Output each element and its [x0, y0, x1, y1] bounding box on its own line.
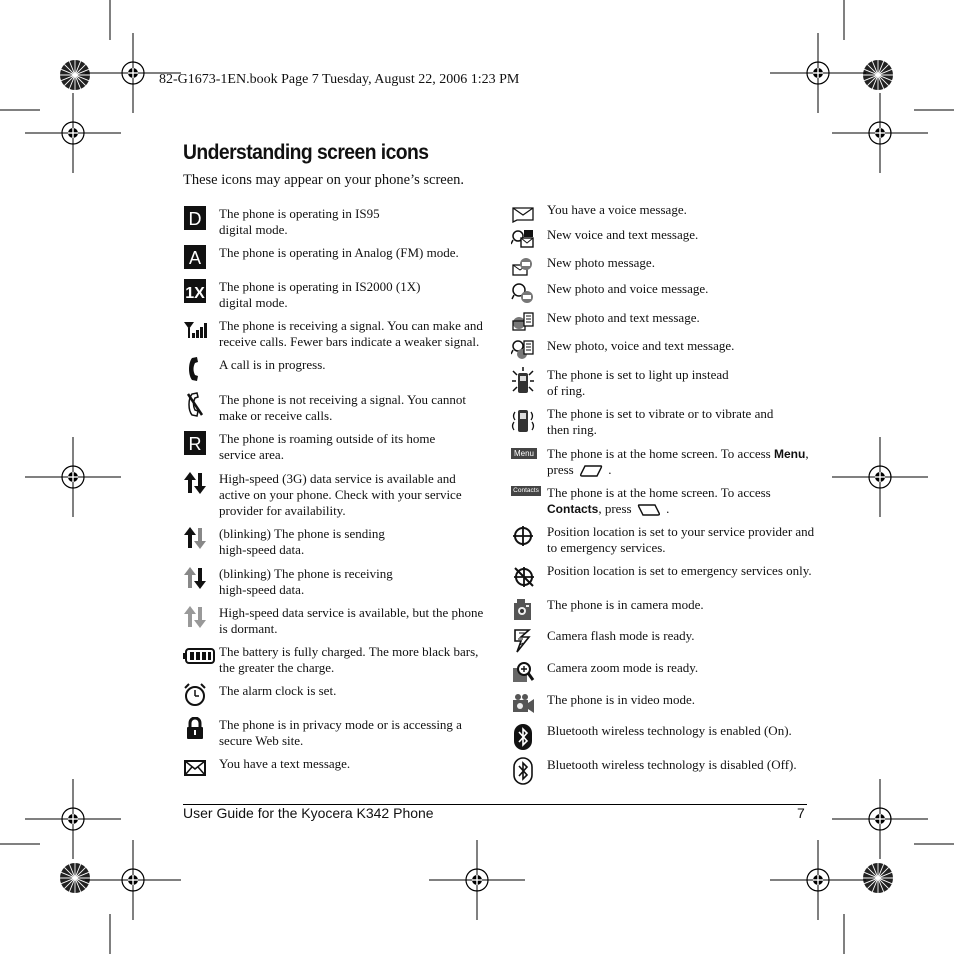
- icon-row-text-msg: You have a text message.: [183, 756, 484, 780]
- icon-row-receiving: (blinking) The phone is receiving high-speed data.: [183, 566, 484, 598]
- video-mode-icon: [511, 692, 535, 718]
- data-dormant-icon: [183, 605, 207, 629]
- call-in-progress-icon: [183, 357, 207, 381]
- icon-row-video: The phone is in video mode.: [511, 692, 817, 718]
- signal-strength-icon: [183, 318, 207, 342]
- icon-row-digital: D The phone is operating in IS95 digital mode.: [183, 206, 484, 238]
- photo-message-icon: [511, 255, 535, 279]
- no-signal-icon: [183, 392, 207, 416]
- location-on-icon: [511, 524, 535, 548]
- footer-title: User Guide for the Kyocera K342 Phone: [183, 805, 434, 821]
- svg-text:R: R: [188, 434, 202, 454]
- light-up-ring-icon: [511, 367, 535, 397]
- icon-row-voice-msg: You have a voice message.: [511, 202, 817, 226]
- icon-row-roaming: R The phone is roaming outside of its home service area.: [183, 431, 484, 463]
- digital-mode-d-icon: [183, 206, 207, 230]
- icon-row-battery: The battery is fully charged. The more black bars, the greater the charge.: [183, 644, 484, 676]
- icon-row-photo-voice: New photo and voice message.: [511, 281, 817, 305]
- icon-row-signal: The phone is receiving a signal. You can make and receive calls. Fewer bars indicate a weaker signal.: [183, 318, 484, 350]
- icon-row-sending: (blinking) The phone is sending high-speed data.: [183, 526, 484, 558]
- analog-mode-a-icon: [183, 245, 207, 269]
- svg-text:A: A: [188, 248, 202, 268]
- icon-row-bt-off: Bluetooth wireless technology is disabled (Off).: [511, 757, 817, 785]
- left-softkey-icon: [579, 464, 603, 478]
- icon-row-alarm: The alarm clock is set.: [183, 683, 484, 707]
- icon-row-location: Position location is set to your service provider and to emergency services.: [511, 524, 817, 556]
- icon-row-menu: Menu The phone is at the home screen. To access Menu, press .: [511, 446, 817, 478]
- icon-row-photo-voice-text: New photo, voice and text message.: [511, 338, 817, 362]
- icon-row-zoom: Camera zoom mode is ready.: [511, 660, 817, 686]
- print-header: 82-G1673-1EN.book Page 7 Tuesday, August 22, 2006 1:23 PM: [159, 72, 520, 87]
- contacts-key-label: Contacts: [547, 502, 599, 516]
- icon-row-call: A call is in progress.: [183, 357, 484, 381]
- page-number: 7: [797, 805, 805, 821]
- icon-row-3g: High-speed (3G) data service is available and active on your phone. Check with your service provider for availability.: [183, 471, 484, 519]
- right-softkey-icon: [637, 503, 661, 517]
- bluetooth-off-icon: [511, 757, 535, 785]
- data-sending-icon: [183, 526, 207, 550]
- icon-row-photo: New photo message.: [511, 255, 817, 279]
- 1x-mode-icon: [183, 279, 207, 303]
- icon-row-camera: The phone is in camera mode.: [511, 597, 817, 623]
- icon-row-lock: The phone is in privacy mode or is accessing a secure Web site.: [183, 717, 484, 749]
- high-speed-data-icon: [183, 471, 207, 495]
- icon-row-voice-text: New voice and text message.: [511, 227, 817, 251]
- icon-row-analog: A The phone is operating in Analog (FM) mode.: [183, 245, 484, 269]
- text-message-icon: [183, 756, 207, 780]
- icon-row-dormant: High-speed data service is available, but the phone is dormant.: [183, 605, 484, 637]
- menu-key-label: Menu: [774, 447, 806, 461]
- voice-text-message-icon: [511, 227, 535, 251]
- photo-text-message-icon: [511, 310, 535, 334]
- icon-row-photo-text: New photo and text message.: [511, 310, 817, 334]
- icon-row-flash: Camera flash mode is ready.: [511, 628, 817, 654]
- icon-row-1x: 1X The phone is operating in IS2000 (1X) digital mode.: [183, 279, 484, 311]
- page-subtitle: These icons may appear on your phone’s screen.: [183, 172, 465, 188]
- camera-zoom-icon: [511, 660, 535, 686]
- menu-softkey-icon: Menu: [511, 446, 537, 460]
- photo-voice-message-icon: [511, 281, 535, 305]
- svg-text:1X: 1X: [185, 285, 205, 302]
- svg-text:D: D: [188, 209, 202, 229]
- roaming-r-icon: [183, 431, 207, 455]
- photo-voice-text-message-icon: [511, 338, 535, 362]
- contacts-softkey-icon: Contacts: [511, 485, 541, 497]
- page-title: Understanding screen icons: [183, 141, 429, 164]
- icon-row-location-e911: Position location is set to emergency services only.: [511, 563, 817, 591]
- battery-icon: [183, 644, 215, 668]
- camera-flash-icon: [511, 628, 535, 654]
- icon-row-contacts: Contacts The phone is at the home screen. To access Contacts, press .: [511, 485, 817, 517]
- vibrate-icon: [511, 406, 535, 436]
- lock-icon: [183, 717, 207, 741]
- voice-message-icon: [511, 202, 535, 226]
- alarm-clock-icon: [183, 683, 207, 707]
- icon-row-bt-on: Bluetooth wireless technology is enabled (On).: [511, 723, 817, 751]
- camera-mode-icon: [511, 597, 535, 623]
- location-e911-icon: [511, 563, 535, 591]
- icon-row-no-signal: The phone is not receiving a signal. You cannot make or receive calls.: [183, 392, 484, 424]
- icon-row-vibrate: The phone is set to vibrate or to vibrate and then ring.: [511, 406, 817, 438]
- data-receiving-icon: [183, 566, 207, 590]
- bluetooth-on-icon: [511, 723, 535, 751]
- icon-row-light-up: The phone is set to light up instead of ring.: [511, 367, 817, 399]
